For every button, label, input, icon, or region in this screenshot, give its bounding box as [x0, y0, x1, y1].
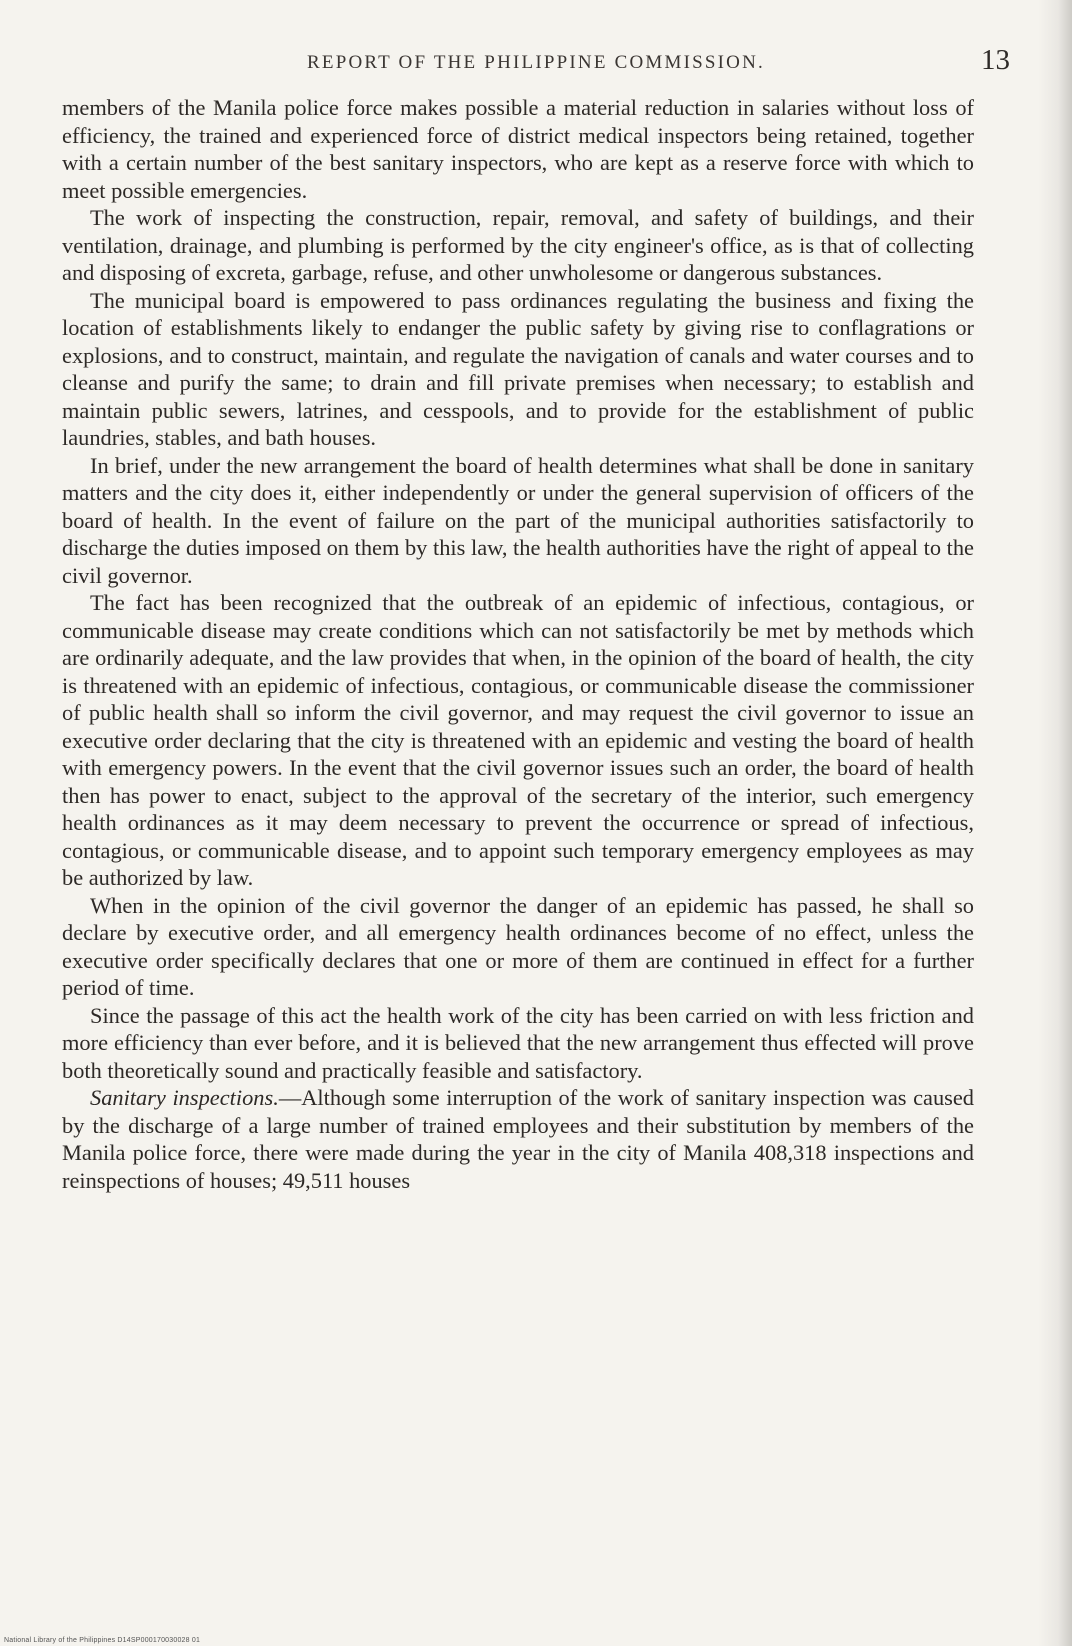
paragraph-8 [62, 1084, 974, 1194]
paragraph-7: Since the passage of this act the health work of the city has been carried on with less friction and more efficiency than ever before, and it is believed that the new arrangement thus effected will prove both theoretically sound and practically feasible and satisfactory. [62, 1002, 974, 1083]
paragraph-4: In brief, under the new arrangement the board of health determines what shall be done in sanitary matters and the city does it, either independently or under the general supervision of officers of the board of health. In the event of failure on the part of the municipal authorities satisfactorily to discharge the duties imposed on them by this law, the health authorities have the right of appeal to the civil governor. [62, 452, 974, 588]
page-edge-shadow [1038, 0, 1072, 1646]
page-header [62, 44, 1010, 84]
running-head: REPORT OF THE PHILIPPINE COMMISSION. [307, 52, 765, 73]
paragraph-8-text: —Although some interruption of the work of sanitary inspection was caused by the discharge of a large number of trained employees and their substitution by members of the Manila police force, there were made during the year in the city of Manila 408,318 inspections and reinspections of houses; 49,511 houses [62, 1085, 974, 1193]
paragraph-3: The municipal board is empowered to pass ordinances regulating the business and fixing the location of establishments likely to endanger the public safety by giving rise to conflagrations or explosions, and to construct, maintain, and regulate the navigation of canals and water courses and to cleanse and purify the same; to drain and fill private premises when necessary; to establish and maintain public sewers, latrines, and cesspools, and to provide for the establishment of public laundries, stables, and bath houses. [62, 287, 974, 450]
paragraph-5: The fact has been recognized that the outbreak of an epidemic of infectious, contagious, or communicable disease may create conditions which can not satisfactorily be met by methods which are ordinarily adequate, and the law provides that when, in the opinion of the board of health, the city is threatened with an epidemic of infectious, contagious, or communicable disease the commissioner of public health shall so inform the civil governor, and may request the civil governor to issue an executive order declaring that the city is threatened with an epidemic and vesting the board of health with emergency powers. In the event that the civil governor issues such an order, the board of health then has power to enact, subject to the approval of the secretary of the interior, such emergency health ordinances as it may deem necessary to prevent the occurrence or spread of infectious, contagious, or communicable disease, and to appoint such temporary emergency employees as may be authorized by law. [62, 590, 974, 890]
paragraph-1: members of the Manila police force makes possible a material reduction in salaries without loss of efficiency, the trained and experienced force of district medical inspectors being retained, together with a certain number of the best sanitary inspectors, who are kept as a reserve force with which to meet possible emergencies. [62, 95, 974, 203]
footer-credit: National Library of the Philippines D14SP000170030028 01 [4, 1637, 201, 1644]
paragraph-6: When in the opinion of the civil governor the danger of an epidemic has passed, he shall so declare by executive order, and all emergency health ordinances become of no effect, unless the executive order specifically declares that one or more of them are continued in effect for a further period of time. [62, 892, 974, 1000]
section-heading: Sanitary inspections. [90, 1085, 279, 1110]
page-number: 13 [981, 44, 1010, 76]
body-text [62, 94, 974, 1194]
paragraph-2: The work of inspecting the construction, repair, removal, and safety of buildings, and their ventilation, drainage, and plumbing is performed by the city engineer's office, as is that of collecting and disposing of excreta, garbage, refuse, and other unwholesome or dangerous substances. [62, 205, 974, 285]
